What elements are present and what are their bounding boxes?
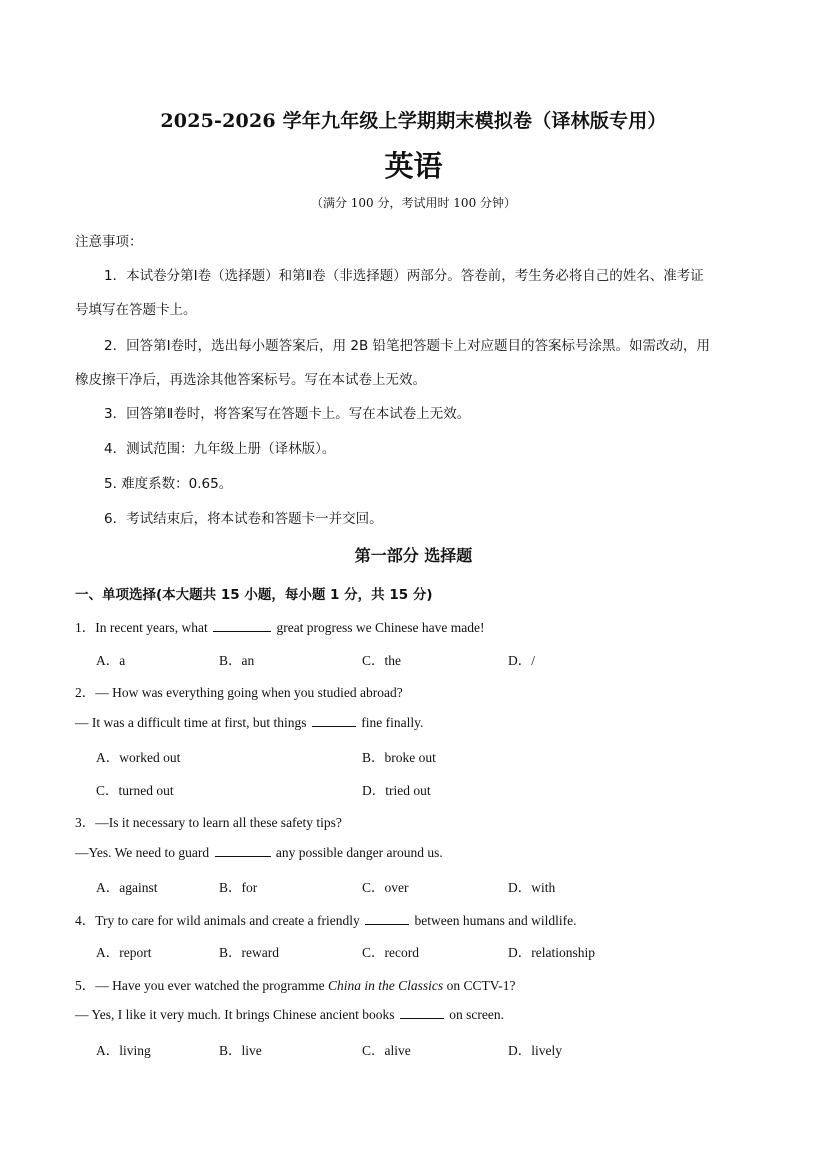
notice-item-5: 5. 难度系数：0.65。 [104,476,233,492]
part-title: 第一部分 选择题 [354,546,473,565]
programme-title: China in the Classics [328,978,444,993]
notice-item-2-line-1: 2．回答第Ⅰ卷时，选出每小题答案后，用 2B 铅笔把答题卡上对应题目的答案标号涂黑。如需改动，用 [104,338,711,354]
exam-title: 2025-2026 学年九年级上学期期末模拟卷（译林版专用） [160,110,667,132]
q1-option-c: C．the [362,653,401,668]
question-3-line-1: 3．—Is it necessary to learn all these safety tips? [75,815,342,830]
question-3-post: any possible danger around us. [275,845,443,860]
q2-option-d: D．tried out [362,783,431,798]
q2-option-c: C．turned out [96,783,174,798]
question-1-post: great progress we Chinese have made! [276,620,485,635]
answer-blank [213,619,271,632]
q4-option-b: B．reward [219,945,279,960]
answer-blank [365,912,409,925]
q1-option-d: D．/ [508,653,535,668]
q2-option-b: B．broke out [362,750,436,765]
question-5-line-2-post: on screen. [449,1007,504,1022]
question-2-line-2 [75,714,423,731]
answer-blank [312,714,356,727]
question-4-post: between humans and wildlife. [414,913,577,928]
answer-blank [400,1006,444,1019]
answer-blank [215,844,271,857]
question-3-pre: —Yes. We need to guard [75,845,210,860]
question-5-line-1 [75,974,515,994]
q2-option-a: A．worked out [96,750,181,765]
section-heading: 一、单项选择(本大题共 15 小题，每小题 1 分，共 15 分) [75,587,433,603]
notice-heading: 注意事项： [75,234,143,250]
q5-option-d: D．lively [508,1043,562,1058]
q4-option-a: A．report [96,945,152,960]
q5-option-c: C．alive [362,1043,411,1058]
question-5-pre: 5．— Have you ever watched the programme [75,978,325,993]
question-4-pre: 4．Try to care for wild animals and create a friendly [75,913,360,928]
q4-option-d: D．relationship [508,945,595,960]
question-4 [75,909,577,929]
subject-title: 英语 [384,149,443,183]
notice-item-4: 4．测试范围：九年级上册（译林版）。 [104,441,336,457]
question-5-post: on CCTV-1? [446,978,516,993]
q4-option-c: C．record [362,945,419,960]
q3-option-a: A．against [96,880,158,895]
notice-item-1-line-1: 1．本试卷分第Ⅰ卷（选择题）和第Ⅱ卷（非选择题）两部分。答卷前，考生务必将自己的姓名、准考证 [104,268,704,284]
q5-option-b: B．live [219,1043,262,1058]
q1-option-b: B．an [219,653,255,668]
q3-option-b: B．for [219,880,258,895]
notice-item-6: 6．考试结束后，将本试卷和答题卡一并交回。 [104,511,383,527]
question-5-line-2-pre: — Yes, I like it very much. It brings Chinese ancient books [75,1007,395,1022]
notice-item-3: 3．回答第Ⅱ卷时，将答案写在答题卡上。写在本试卷上无效。 [104,406,471,422]
question-5-line-2 [75,1006,504,1023]
question-3-line-2 [75,844,443,861]
question-2-line-1: 2．— How was everything going when you studied abroad? [75,685,403,700]
q3-option-d: D．with [508,880,556,895]
q5-option-a: A．living [96,1043,151,1058]
question-1 [75,616,485,636]
question-2-pre: — It was a difficult time at first, but things [75,715,307,730]
notice-item-2-line-2: 橡皮擦干净后，再选涂其他答案标号。写在本试卷上无效。 [75,372,426,388]
question-2-post: fine finally. [361,715,424,730]
q3-option-c: C．over [362,880,409,895]
exam-meta: （满分 100 分，考试用时 100 分钟） [310,196,517,210]
notice-item-1-line-2: 号填写在答题卡上。 [75,302,197,318]
q1-option-a: A．a [96,653,126,668]
question-1-pre: 1．In recent years, what [75,620,208,635]
